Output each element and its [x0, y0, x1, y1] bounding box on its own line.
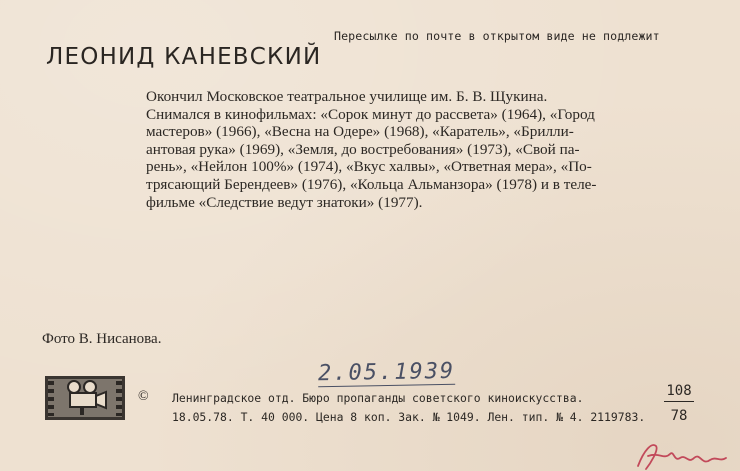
- bio-line: Снимался в кинофильмах: «Сорок минут до рассвета» (1964), «Город: [146, 105, 595, 123]
- catalog-number: [664, 383, 694, 424]
- publisher-line: Ленинградское отд. Бюро пропаганды советского киноискусства.: [172, 391, 584, 405]
- bio-line: мастеров» (1966), «Весна на Одере» (1968), «Каратель», «Брилли-: [146, 123, 574, 141]
- copyright-symbol: ©: [138, 389, 149, 404]
- photo-credit: Фото В. Нисанова.: [42, 331, 162, 347]
- actor-name: ЛЕОНИД КАНЕВСКИЙ: [46, 44, 322, 70]
- biography-text: [146, 88, 676, 211]
- catalog-number-top: 108: [664, 383, 694, 402]
- catalog-number-bottom: 78: [670, 408, 688, 424]
- bio-line: Окончил Московское театральное училище им. Б. В. Щукина.: [146, 88, 548, 105]
- handwritten-signature: [630, 436, 730, 471]
- bio-line: антовая рука» (1969), «Земля, до востребования» (1973), «Свой па-: [146, 140, 580, 158]
- bio-line: фильме «Следствие ведут знатоки» (1977).: [146, 193, 423, 211]
- print-info-line: 18.05.78. Т. 40 000. Цена 8 коп. Зак. № 1049. Лен. тип. № 4. 2119783.: [172, 410, 646, 424]
- handwritten-date: 2.05.1939: [317, 358, 456, 387]
- imprint-block: [172, 389, 645, 427]
- film-camera-logo-icon: [44, 375, 126, 421]
- bio-line: рень», «Нейлон 100%» (1974), «Вкус халвы», «Ответная мера», «По-: [146, 158, 592, 176]
- bio-line: трясающий Берендеев» (1976), «Кольца Альманзора» (1978) и в теле-: [146, 175, 597, 193]
- postal-notice: Пересылке по почте в открытом виде не подлежит: [334, 29, 660, 43]
